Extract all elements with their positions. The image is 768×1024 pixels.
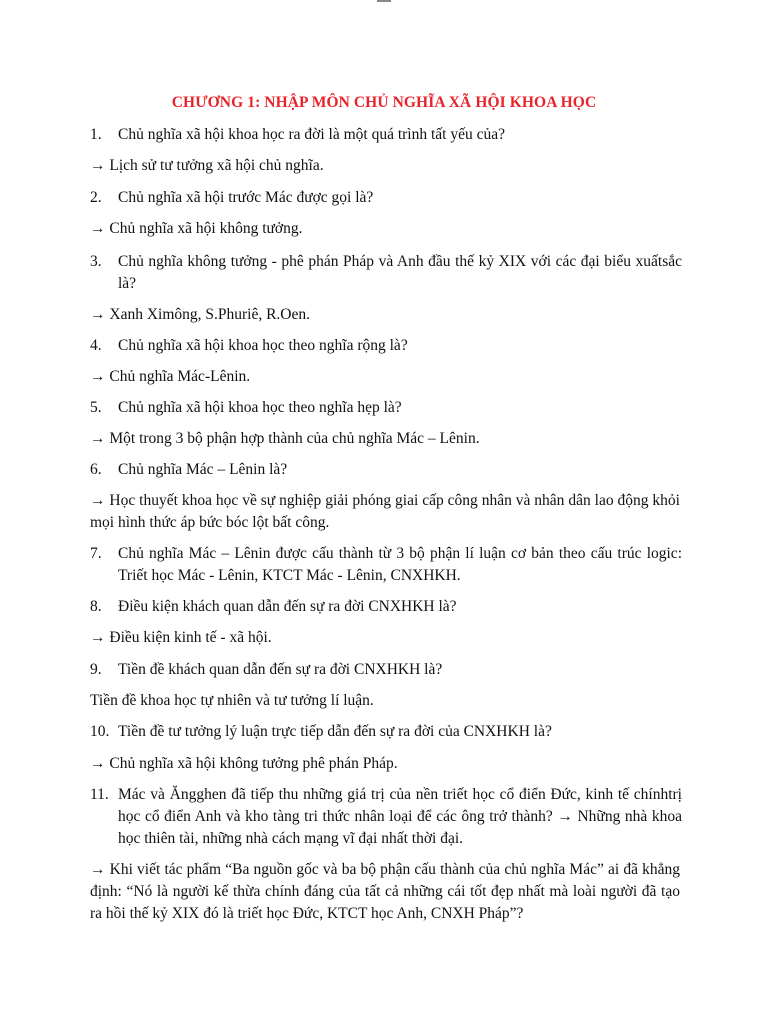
question-text: Chủ nghĩa không tưởng - phê phán Pháp và Anh đầu thế kỷ XIX với các đại biểu xuấtsắc là? [118,253,682,292]
question-9 [90,659,682,681]
question-text: Mác và Ăngghen đã tiếp thu những giá trị của nền triết học cổ điển Đức, kinh tế chínhtrị học cổ điển Anh và kho tàng tri thức nhân loại để các ông trở thành? → Những nhà khoa học thiên tài, những nhà cách mạng vĩ đại nhất thời đại. [118,786,682,847]
question-number: 9. [90,661,102,678]
question-7 [90,543,682,587]
question-number: 7. [90,545,102,562]
question-10 [90,721,682,743]
question-number: 8. [90,598,102,615]
question-5 [90,397,682,419]
question-3 [90,251,682,295]
question-number: 3. [90,253,102,270]
answer-10: → Chủ nghĩa xã hội không tưởng phê phán Pháp. [90,755,398,772]
question-6 [90,459,682,481]
question-text: Chủ nghĩa xã hội khoa học theo nghĩa rộng là? [118,337,408,354]
question-text: Chủ nghĩa xã hội khoa học ra đời là một quá trình tất yếu của? [118,126,505,143]
answer-3: → Xanh Ximông, S.Phuriê, R.Oen. [90,306,311,323]
answer-11: → Khi viết tác phẩm “Ba nguồn gốc và ba bộ phận cấu thành của chủ nghĩa Mác” ai đã khẳng định: “Nó là người kế thừa chính đáng của tất cả những cái tốt đẹp nhất mà loài người đã tạo ra hồi thế kỷ XIX đó là triết học Đức, KTCT học Anh, CNXH Pháp”? [90,861,680,922]
question-text: Chủ nghĩa xã hội khoa học theo nghĩa hẹp là? [118,399,402,416]
question-number: 2. [90,189,102,206]
question-number: 6. [90,461,102,478]
answer-2: → Chủ nghĩa xã hội không tưởng. [90,220,303,237]
answer-6: → Học thuyết khoa học về sự nghiệp giải phóng giai cấp công nhân và nhân dân lao động khỏi mọi hình thức áp bức bóc lột bất công. [90,492,680,531]
answer-4: → Chủ nghĩa Mác-Lênin. [90,368,251,385]
question-2 [90,187,682,209]
question-text: Chủ nghĩa Mác – Lênin được cấu thành từ 3 bộ phận lí luận cơ bản theo cấu trúc logic: Triết học Mác - Lênin, KTCT Mác - Lênin, CNXHKH. [118,545,682,584]
answer-9: Tiền đề khoa học tự nhiên và tư tưởng lí luận. [90,692,374,709]
question-8 [90,596,682,618]
question-number: 11. [90,786,109,803]
question-text: Điều kiện khách quan dẫn đến sự ra đời CNXHKH là? [118,598,457,615]
question-4 [90,335,682,357]
question-text: Chủ nghĩa Mác – Lênin là? [118,461,288,478]
chapter-title: CHƯƠNG 1: NHẬP MÔN CHỦ NGHĨA XÃ HỘI KHOA HỌC [171,94,597,111]
question-number: 5. [90,399,102,416]
question-1 [90,124,682,146]
question-number: 10. [90,723,110,740]
answer-8: → Điều kiện kinh tế - xã hội. [90,629,272,646]
answer-1: → Lịch sử tư tưởng xã hội chủ nghĩa. [90,157,324,174]
question-text: Tiền đề khách quan dẫn đến sự ra đời CNXHKH là? [118,661,443,678]
question-11 [90,784,682,850]
question-text: Chủ nghĩa xã hội trước Mác được gọi là? [118,189,374,206]
question-number: 4. [90,337,102,354]
question-number: 1. [90,126,102,143]
answer-5: → Một trong 3 bộ phận hợp thành của chủ nghĩa Mác – Lênin. [90,430,480,447]
question-text: Tiền đề tư tưởng lý luận trực tiếp dẫn đến sự ra đời của CNXHKH là? [118,723,552,740]
